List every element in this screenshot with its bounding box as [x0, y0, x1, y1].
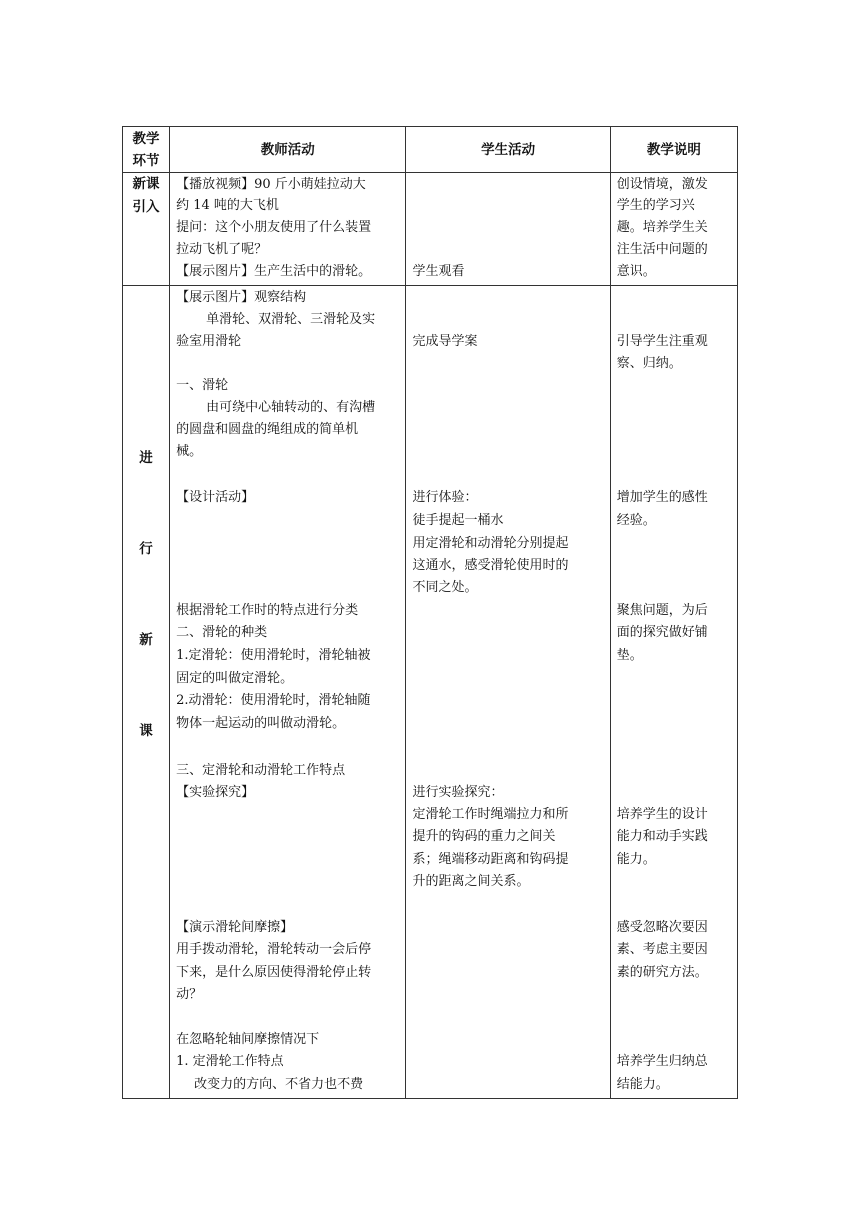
- text-line: 【展示图片】观察结构: [176, 290, 307, 305]
- text-line: 用手拨动滑轮，滑轮转动一会后停: [176, 942, 372, 957]
- new-lesson-row: [123, 286, 738, 1099]
- new-lesson-teacher-cell: [170, 286, 406, 1099]
- text-line: 提升的钩码的重力之间关: [412, 829, 556, 844]
- intro-note-cell: [610, 173, 737, 286]
- text-line: 根据滑轮工作时的特点进行分类: [176, 603, 359, 618]
- text-line: 2.动滑轮：使用滑轮时，滑轮轴随: [176, 693, 371, 708]
- text-line: 单滑轮、双滑轮、三滑轮及实: [206, 312, 376, 327]
- text-line: 提问：这个小朋友使用了什么装置: [176, 220, 372, 235]
- text-line: 能力和动手实践: [616, 829, 708, 844]
- text-line: 素、考虑主要因: [616, 942, 708, 957]
- text-line: 由可绕中心轴转动的、有沟槽: [206, 400, 376, 415]
- text-line: 素的研究方法。: [616, 965, 708, 980]
- text-line: 物体一起运动的叫做动滑轮。: [176, 716, 346, 731]
- text-line: 学生观看: [412, 264, 465, 279]
- text-line: 增加学生的感性: [616, 490, 708, 505]
- text-line: 徒手提起一桶水: [412, 513, 504, 528]
- text-line: 的圆盘和圆盘的绳组成的简单机: [176, 422, 359, 437]
- new-lesson-stage-cell: [123, 286, 170, 1099]
- intro-teacher-cell: [170, 173, 406, 286]
- text-line: 引导学生注重观: [616, 334, 708, 349]
- text-line: 【设计活动】: [176, 490, 255, 505]
- text-line: 改变力的方向、不省力也不费: [194, 1077, 364, 1092]
- text-line: 聚焦问题，为后: [616, 603, 708, 618]
- text-line: 二、滑轮的种类: [176, 625, 268, 640]
- text-line: 约 14 吨的大飞机: [176, 198, 279, 213]
- stage-char: 进: [139, 450, 153, 466]
- text-line: 这通水，感受滑轮使用时的: [412, 558, 569, 573]
- text-line: 下来，是什么原因使得滑轮停止转: [176, 965, 372, 980]
- header-note: 教学说明: [610, 127, 737, 173]
- stage-char: 新: [139, 632, 153, 648]
- text-line: 完成导学案: [412, 334, 478, 349]
- text-line: 面的探究做好铺: [616, 625, 708, 640]
- text-line: 【演示滑轮间摩擦】: [176, 920, 294, 935]
- header-stage-line: 教学: [132, 130, 160, 147]
- header-stage-line: 环节: [132, 152, 160, 169]
- text-line: 垫。: [616, 648, 643, 663]
- new-lesson-student-cell: [406, 286, 610, 1099]
- text-line: 1. 定滑轮工作特点: [176, 1054, 284, 1069]
- intro-stage-cell: [123, 173, 170, 286]
- text-line: 学生的学习兴: [616, 198, 695, 213]
- text-line: 培养学生的设计: [616, 807, 708, 822]
- text-line: 定滑轮工作时绳端拉力和所: [412, 807, 569, 822]
- text-line: 三、定滑轮和动滑轮工作特点: [176, 763, 346, 778]
- text-line: 进行体验：: [412, 490, 478, 505]
- text-line: 验室用滑轮: [176, 334, 242, 349]
- text-line: 在忽略轮轴间摩擦情况下: [176, 1032, 320, 1047]
- header-teacher: 教师活动: [170, 127, 406, 173]
- text-line: 注生活中问题的: [616, 242, 708, 257]
- text-line: 【实验探究】: [176, 785, 255, 800]
- text-line: 械。: [176, 444, 203, 459]
- text-line: 不同之处。: [412, 580, 478, 595]
- header-stage: [123, 127, 170, 173]
- text-line: 固定的叫做定滑轮。: [176, 671, 294, 686]
- text-line: 一、滑轮: [176, 378, 229, 393]
- text-line: 【播放视频】90 斤小萌娃拉动大: [176, 177, 366, 192]
- stage-line: 引入: [132, 199, 160, 215]
- header-row: [123, 127, 738, 173]
- text-line: 进行实验探究：: [412, 785, 504, 800]
- text-line: 用定滑轮和动滑轮分别提起: [412, 536, 569, 551]
- text-line: 能力。: [616, 852, 656, 867]
- text-line: 拉动飞机了呢？: [176, 242, 268, 257]
- text-line: 趣。培养学生关: [616, 220, 708, 235]
- lesson-plan-table: [122, 126, 738, 1099]
- text-line: 结能力。: [616, 1077, 669, 1092]
- text-line: 察、归纳。: [616, 356, 682, 371]
- text-line: 升的距离之间关系。: [412, 874, 530, 889]
- text-line: 经验。: [616, 513, 656, 528]
- header-student: 学生活动: [406, 127, 610, 173]
- text-line: 意识。: [616, 264, 656, 279]
- intro-row: [123, 173, 738, 286]
- text-line: 【展示图片】生产生活中的滑轮。: [176, 264, 372, 279]
- new-lesson-note-cell: [610, 286, 737, 1099]
- text-line: 系；绳端移动距离和钩码提: [412, 852, 569, 867]
- intro-student-cell: [406, 173, 610, 286]
- text-line: 动？: [176, 987, 203, 1002]
- stage-char: 课: [139, 723, 153, 739]
- text-line: 感受忽略次要因: [616, 920, 708, 935]
- text-line: 创设情境，激发: [616, 177, 708, 192]
- text-line: 培养学生归纳总: [616, 1054, 708, 1069]
- stage-char: 行: [139, 541, 153, 557]
- stage-line: 新课: [132, 176, 160, 192]
- text-line: 1.定滑轮：使用滑轮时，滑轮轴被: [176, 648, 371, 663]
